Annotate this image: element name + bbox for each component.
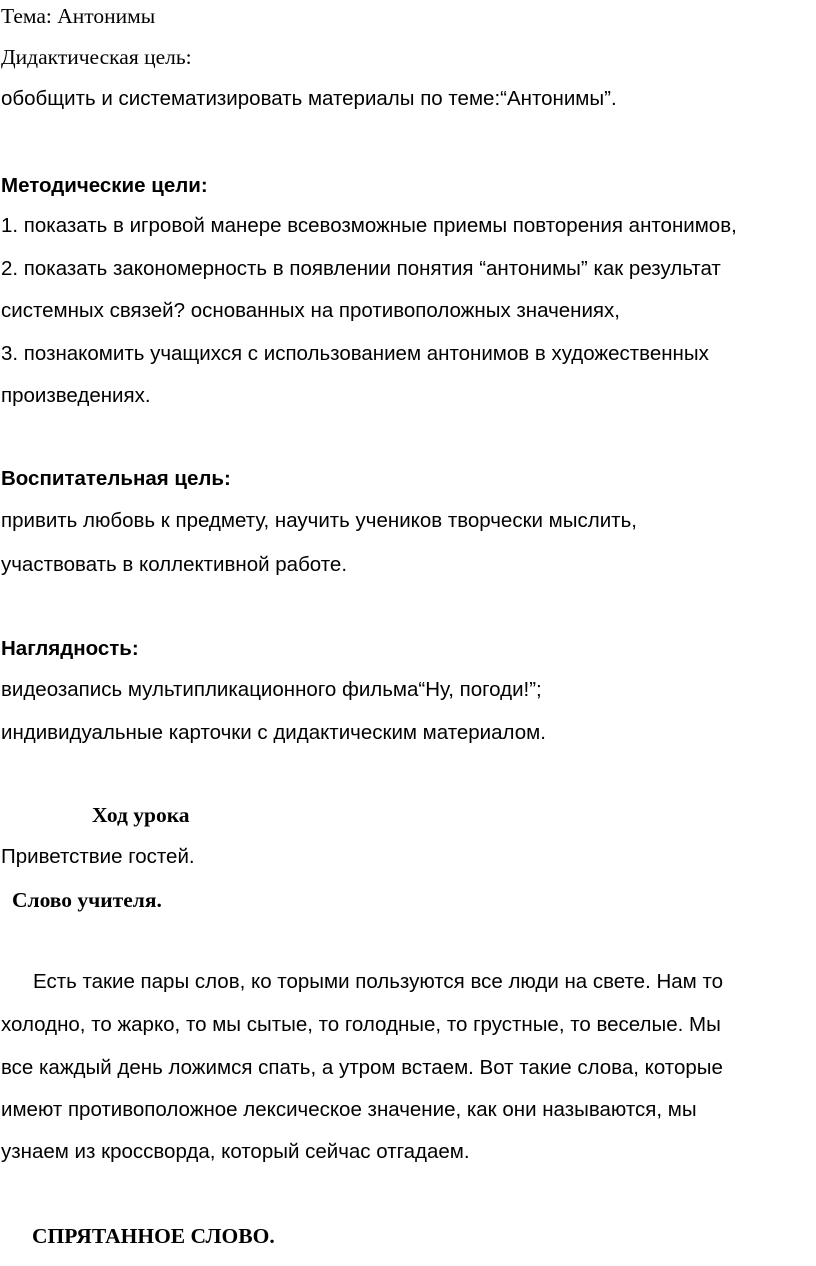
- visual-aids-line: индивидуальные карточки с дидактическим материалом.: [1, 721, 546, 744]
- methodical-goal-line: 2. показать закономерность в появлении понятия “антонимы” как результат: [1, 257, 721, 280]
- paragraph-line: холодно, то жарко, то мы сытые, то голодные, то грустные, то веселые. Мы: [1, 1013, 721, 1036]
- didactic-goal-heading: Дидактическая цель:: [1, 45, 192, 69]
- hidden-word-heading: СПРЯТАННОЕ СЛОВО.: [32, 1224, 275, 1248]
- paragraph-line: Есть такие пары слов, ко торыми пользуются все люди на свете. Нам то: [33, 970, 724, 993]
- educational-goal-line: участвовать в коллективной работе.: [1, 553, 348, 576]
- paragraph-line: все каждый день ложимся спать, а утром встаем. Вот такие слова, которые: [1, 1056, 723, 1079]
- paragraph-line: имеют противоположное лексическое значение, как они называются, мы: [1, 1098, 697, 1121]
- visual-aids-line: видеозапись мультипликационного фильма“Ну, погоди!”;: [1, 678, 542, 701]
- greeting-line: Приветствие гостей.: [1, 845, 195, 868]
- methodical-goals-heading: Методические цели:: [1, 174, 208, 197]
- paragraph-line: узнаем из кроссворда, который сейчас отгадаем.: [1, 1140, 470, 1163]
- didactic-goal-text: обобщить и систематизировать материалы по теме:“Антонимы”.: [1, 87, 617, 110]
- methodical-goal-line: 1. показать в игровой манере всевозможные приемы повторения антонимов,: [1, 214, 737, 237]
- educational-goal-heading: Воспитательная цель:: [1, 467, 231, 490]
- topic-line: Тема: Антонимы: [1, 4, 156, 28]
- methodical-goal-line: 3. познакомить учащихся с использованием антонимов в художественных: [1, 342, 709, 365]
- methodical-goal-line: произведениях.: [1, 384, 151, 407]
- educational-goal-line: привить любовь к предмету, научить учеников творчески мыслить,: [1, 509, 637, 532]
- visual-aids-heading: Наглядность:: [1, 637, 139, 660]
- lesson-heading: Ход урока: [92, 803, 190, 827]
- methodical-goal-line: системных связей? основанных на противоположных значениях,: [1, 299, 620, 322]
- teacher-word-heading: Слово учителя.: [12, 888, 162, 912]
